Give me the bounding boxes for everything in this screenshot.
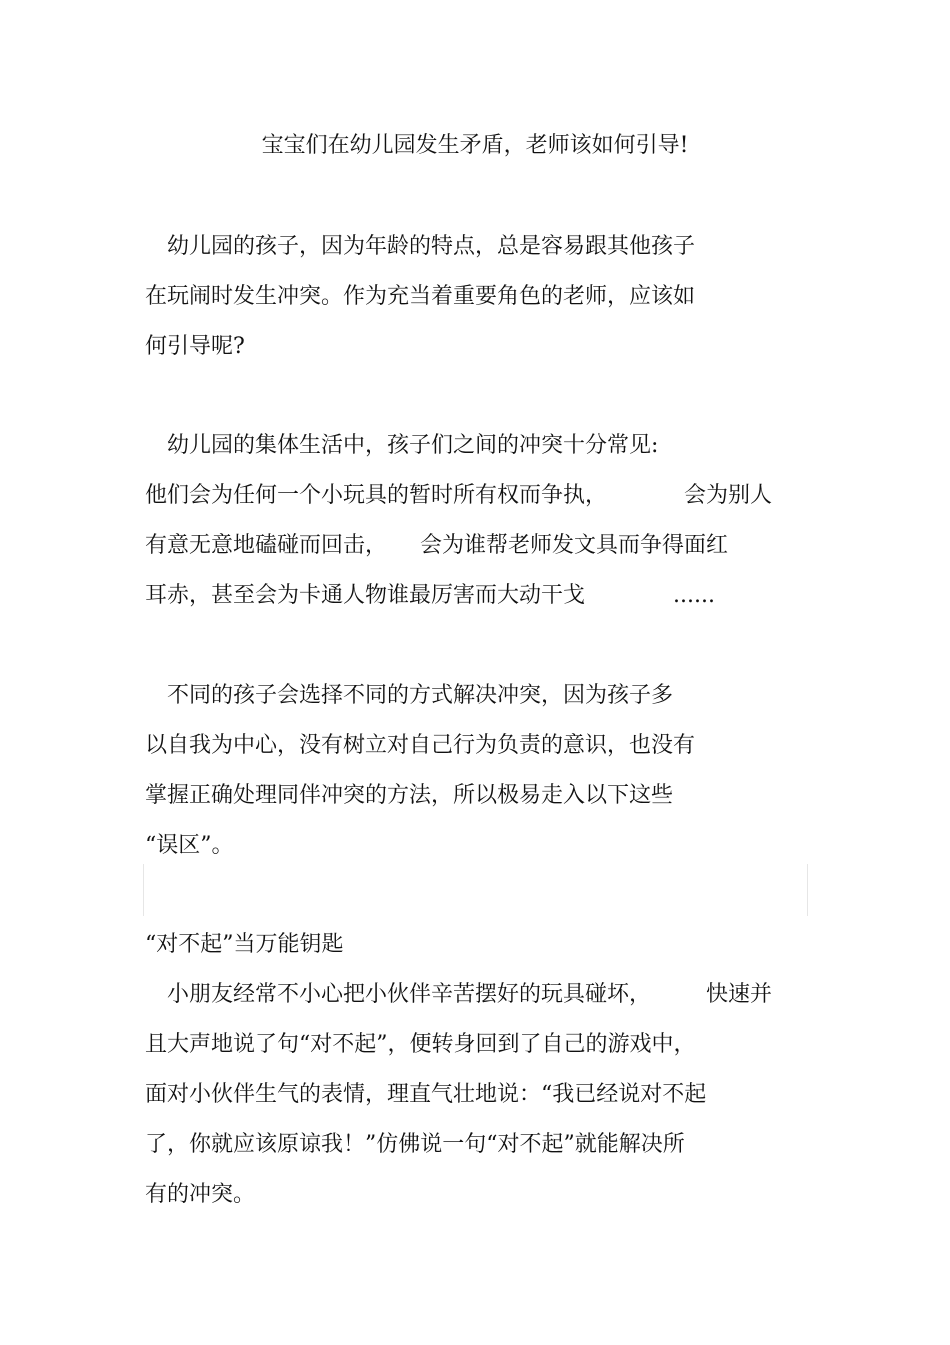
- page-title: 宝宝们在幼儿园发生矛盾，老师该如何引导!: [261, 133, 689, 158]
- left-frame-edge: [143, 864, 144, 916]
- right-frame-edge: [807, 864, 808, 916]
- paragraph-1-line-1: 幼儿园的孩子，因为年龄的特点，总是容易跟其他孩子: [145, 234, 696, 259]
- paragraph-1-line-3: 何引导呢?: [145, 334, 245, 359]
- paragraph-2-line-4: 耳赤，甚至会为卡通人物谁最厉害而大动干戈 ......: [145, 583, 715, 608]
- paragraph-3-line-2: 以自我为中心，没有树立对自己行为负责的意识，也没有: [145, 733, 696, 758]
- section-heading: “对不起”当万能钥匙: [145, 932, 344, 957]
- paragraph-3-line-4: “误区”。: [145, 833, 234, 858]
- paragraph-2-line-3: 有意无意地磕碰而回击， 会为谁帮老师发文具而争得面红: [145, 533, 729, 558]
- paragraph-4-line-1: 小朋友经常不小心把小伙伴辛苦摆好的玩具碰坏， 快速并: [145, 982, 773, 1007]
- paragraph-4-line-3: 面对小伙伴生气的表情，理直气壮地说：“我已经说对不起: [145, 1082, 707, 1107]
- paragraph-4-line-2: 且大声地说了句“对不起”，便转身回到了自己的游戏中，: [145, 1032, 696, 1057]
- paragraph-4-line-4: 了，你就应该原谅我！”仿佛说一句“对不起”就能解决所: [145, 1132, 685, 1157]
- paragraph-2-line-2: 他们会为任何一个小玩具的暂时所有权而争执， 会为别人: [145, 483, 773, 508]
- paragraph-2-line-1: 幼儿园的集体生活中，孩子们之间的冲突十分常见:: [145, 433, 659, 458]
- paragraph-4-line-5: 有的冲突。: [145, 1182, 256, 1207]
- paragraph-1-line-2: 在玩闹时发生冲突。作为充当着重要角色的老师，应该如: [145, 284, 696, 309]
- paragraph-3-line-3: 掌握正确处理同伴冲突的方法，所以极易走入以下这些: [145, 783, 674, 808]
- paragraph-3-line-1: 不同的孩子会选择不同的方式解决冲突，因为孩子多: [145, 683, 674, 708]
